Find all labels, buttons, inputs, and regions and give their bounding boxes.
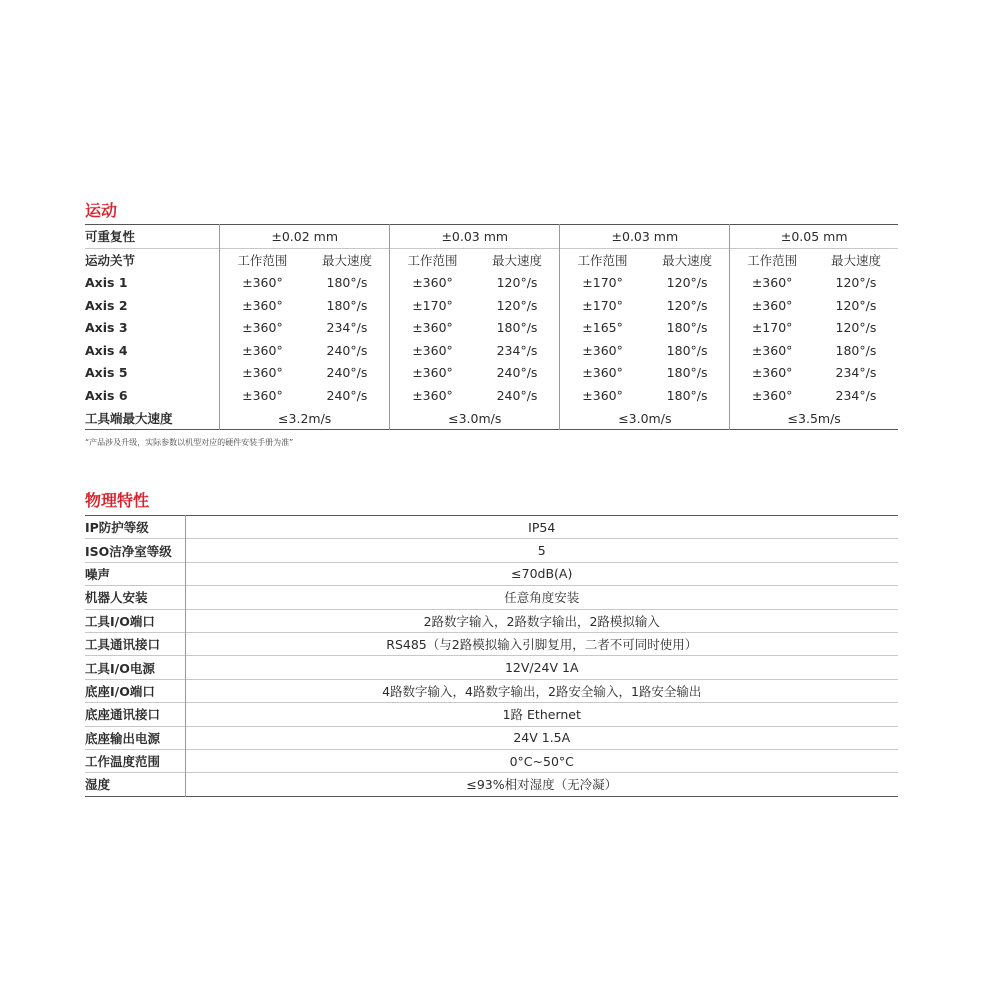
axis-speed: 234°/s [326, 320, 368, 336]
axis-speed: 120°/s [496, 274, 538, 290]
axis-range: ±170° [730, 316, 814, 339]
axis-speed: 120°/s [666, 274, 708, 290]
physical-row [85, 609, 898, 632]
physical-row [85, 703, 898, 726]
physical-label: 底座通讯接口 [85, 703, 185, 726]
axis-speed: 234°/s [835, 365, 877, 381]
physical-label: 底座输出电源 [85, 726, 185, 749]
tool-speed-value: ≤3.0m/s [560, 407, 730, 430]
tool-speed-row [85, 407, 898, 430]
repeatability-value: ±0.05 mm [730, 225, 898, 249]
axis-range: ±360° [730, 294, 814, 317]
physical-row [85, 562, 898, 585]
axis-speed: 180°/s [326, 297, 368, 313]
physical-row [85, 679, 898, 702]
axis-speed: 180°/s [496, 320, 538, 336]
tool-speed-value: ≤3.2m/s [220, 407, 390, 430]
repeatability-value: ±0.03 mm [560, 225, 730, 249]
axis-range: ±360° [220, 316, 305, 339]
axis-speed: 180°/s [666, 365, 708, 381]
physical-value: 24V 1.5A [185, 726, 898, 749]
physical-value: 1路 Ethernet [185, 703, 898, 726]
axis-row [85, 271, 898, 294]
axis-range: ±360° [220, 271, 305, 294]
physical-label: 工具通讯接口 [85, 632, 185, 655]
axis-range: ±360° [390, 384, 475, 407]
physical-row [85, 586, 898, 609]
axis-speed: 120°/s [666, 297, 708, 313]
joint-label: 运动关节 [85, 248, 220, 271]
physical-label: 工具I/O电源 [85, 656, 185, 679]
axis-range: ±360° [390, 339, 475, 362]
axis-name: Axis 5 [85, 365, 128, 381]
axis-name: Axis 6 [85, 387, 128, 403]
axis-speed: 180°/s [666, 320, 708, 336]
axis-speed: 234°/s [835, 387, 877, 403]
axis-range: ±170° [560, 294, 645, 317]
physical-value: RS485（与2路模拟输入引脚复用，二者不可同时使用） [185, 632, 898, 655]
axis-range: ±360° [730, 384, 814, 407]
physical-value: 2路数字输入，2路数字输出，2路模拟输入 [185, 609, 898, 632]
joint-header-row [85, 248, 898, 271]
physical-label: 工具I/O端口 [85, 609, 185, 632]
axis-row [85, 294, 898, 317]
speed-header: 最大速度 [475, 248, 560, 271]
repeatability-value: ±0.03 mm [390, 225, 560, 249]
motion-spec-table [85, 224, 898, 430]
tool-speed-label: 工具端最大速度 [85, 411, 173, 427]
axis-range: ±360° [390, 362, 475, 385]
axis-speed: 120°/s [496, 297, 538, 313]
physical-value: IP54 [528, 519, 556, 535]
axis-speed: 120°/s [835, 274, 877, 290]
physical-value: ≤70dB(A) [185, 562, 898, 585]
axis-range: ±360° [220, 339, 305, 362]
physical-spec-table [85, 515, 898, 797]
physical-value: 任意角度安装 [185, 586, 898, 609]
speed-header: 最大速度 [305, 248, 390, 271]
range-header: 工作范围 [560, 248, 645, 271]
physical-label: 机器人安装 [85, 586, 185, 609]
repeatability-value: ±0.02 mm [220, 225, 390, 249]
axis-range: ±360° [730, 362, 814, 385]
axis-speed: 240°/s [496, 365, 538, 381]
physical-row [85, 516, 898, 539]
axis-row [85, 339, 898, 362]
physical-label: IP防护等级 [85, 516, 185, 539]
axis-row [85, 362, 898, 385]
footnote: “产品涉及升级，实际参数以机型对应的硬件安装手册为准” [85, 438, 294, 447]
physical-row [85, 726, 898, 749]
axis-speed: 120°/s [835, 320, 877, 336]
axis-speed: 180°/s [666, 342, 708, 358]
axis-name: Axis 2 [85, 297, 128, 313]
physical-section-title: 物理特性 [85, 491, 150, 510]
axis-range: ±170° [390, 294, 475, 317]
range-header: 工作范围 [220, 248, 305, 271]
axis-speed: 180°/s [666, 387, 708, 403]
physical-value: 12V/24V 1A [185, 656, 898, 679]
physical-row [85, 539, 898, 562]
physical-row [85, 749, 898, 772]
axis-speed: 240°/s [326, 365, 368, 381]
axis-speed: 240°/s [326, 387, 368, 403]
physical-row [85, 656, 898, 679]
physical-label: ISO洁净室等级 [85, 539, 185, 562]
axis-range: ±170° [560, 271, 645, 294]
axis-range: ±360° [390, 271, 475, 294]
physical-value: ≤93%相对湿度（无冷凝） [185, 773, 898, 796]
physical-value: 0°C~50°C [185, 749, 898, 772]
axis-range: ±360° [220, 294, 305, 317]
speed-header: 最大速度 [645, 248, 730, 271]
axis-speed: 240°/s [326, 342, 368, 358]
physical-label: 湿度 [85, 773, 185, 796]
axis-speed: 120°/s [835, 297, 877, 313]
axis-row [85, 316, 898, 339]
axis-range: ±165° [560, 316, 645, 339]
axis-range: ±360° [390, 316, 475, 339]
physical-label: 工作温度范围 [85, 749, 185, 772]
axis-range: ±360° [560, 339, 645, 362]
axis-range: ±360° [730, 271, 814, 294]
range-header: 工作范围 [730, 248, 814, 271]
axis-speed: 180°/s [835, 342, 877, 358]
physical-value: 5 [185, 539, 898, 562]
physical-value: 4路数字输入，4路数字输出，2路安全输入，1路安全输出 [185, 679, 898, 702]
tool-speed-value: ≤3.0m/s [390, 407, 560, 430]
axis-name: Axis 3 [85, 320, 128, 336]
physical-label: 底座I/O端口 [85, 679, 185, 702]
speed-header: 最大速度 [814, 248, 898, 271]
motion-section-title: 运动 [85, 201, 118, 220]
axis-range: ±360° [730, 339, 814, 362]
axis-speed: 180°/s [326, 274, 368, 290]
tool-speed-value: ≤3.5m/s [730, 407, 898, 430]
axis-range: ±360° [560, 384, 645, 407]
physical-row [85, 773, 898, 796]
axis-row [85, 384, 898, 407]
axis-range: ±360° [220, 362, 305, 385]
physical-row [85, 632, 898, 655]
axis-name: Axis 4 [85, 342, 128, 358]
axis-range: ±360° [560, 362, 645, 385]
axis-name: Axis 1 [85, 274, 128, 290]
range-header: 工作范围 [390, 248, 475, 271]
axis-range: ±360° [220, 384, 305, 407]
axis-speed: 234°/s [496, 342, 538, 358]
axis-speed: 240°/s [496, 387, 538, 403]
repeatability-label: 可重复性 [85, 229, 136, 245]
repeatability-row [85, 225, 898, 249]
physical-label: 噪声 [85, 562, 185, 585]
